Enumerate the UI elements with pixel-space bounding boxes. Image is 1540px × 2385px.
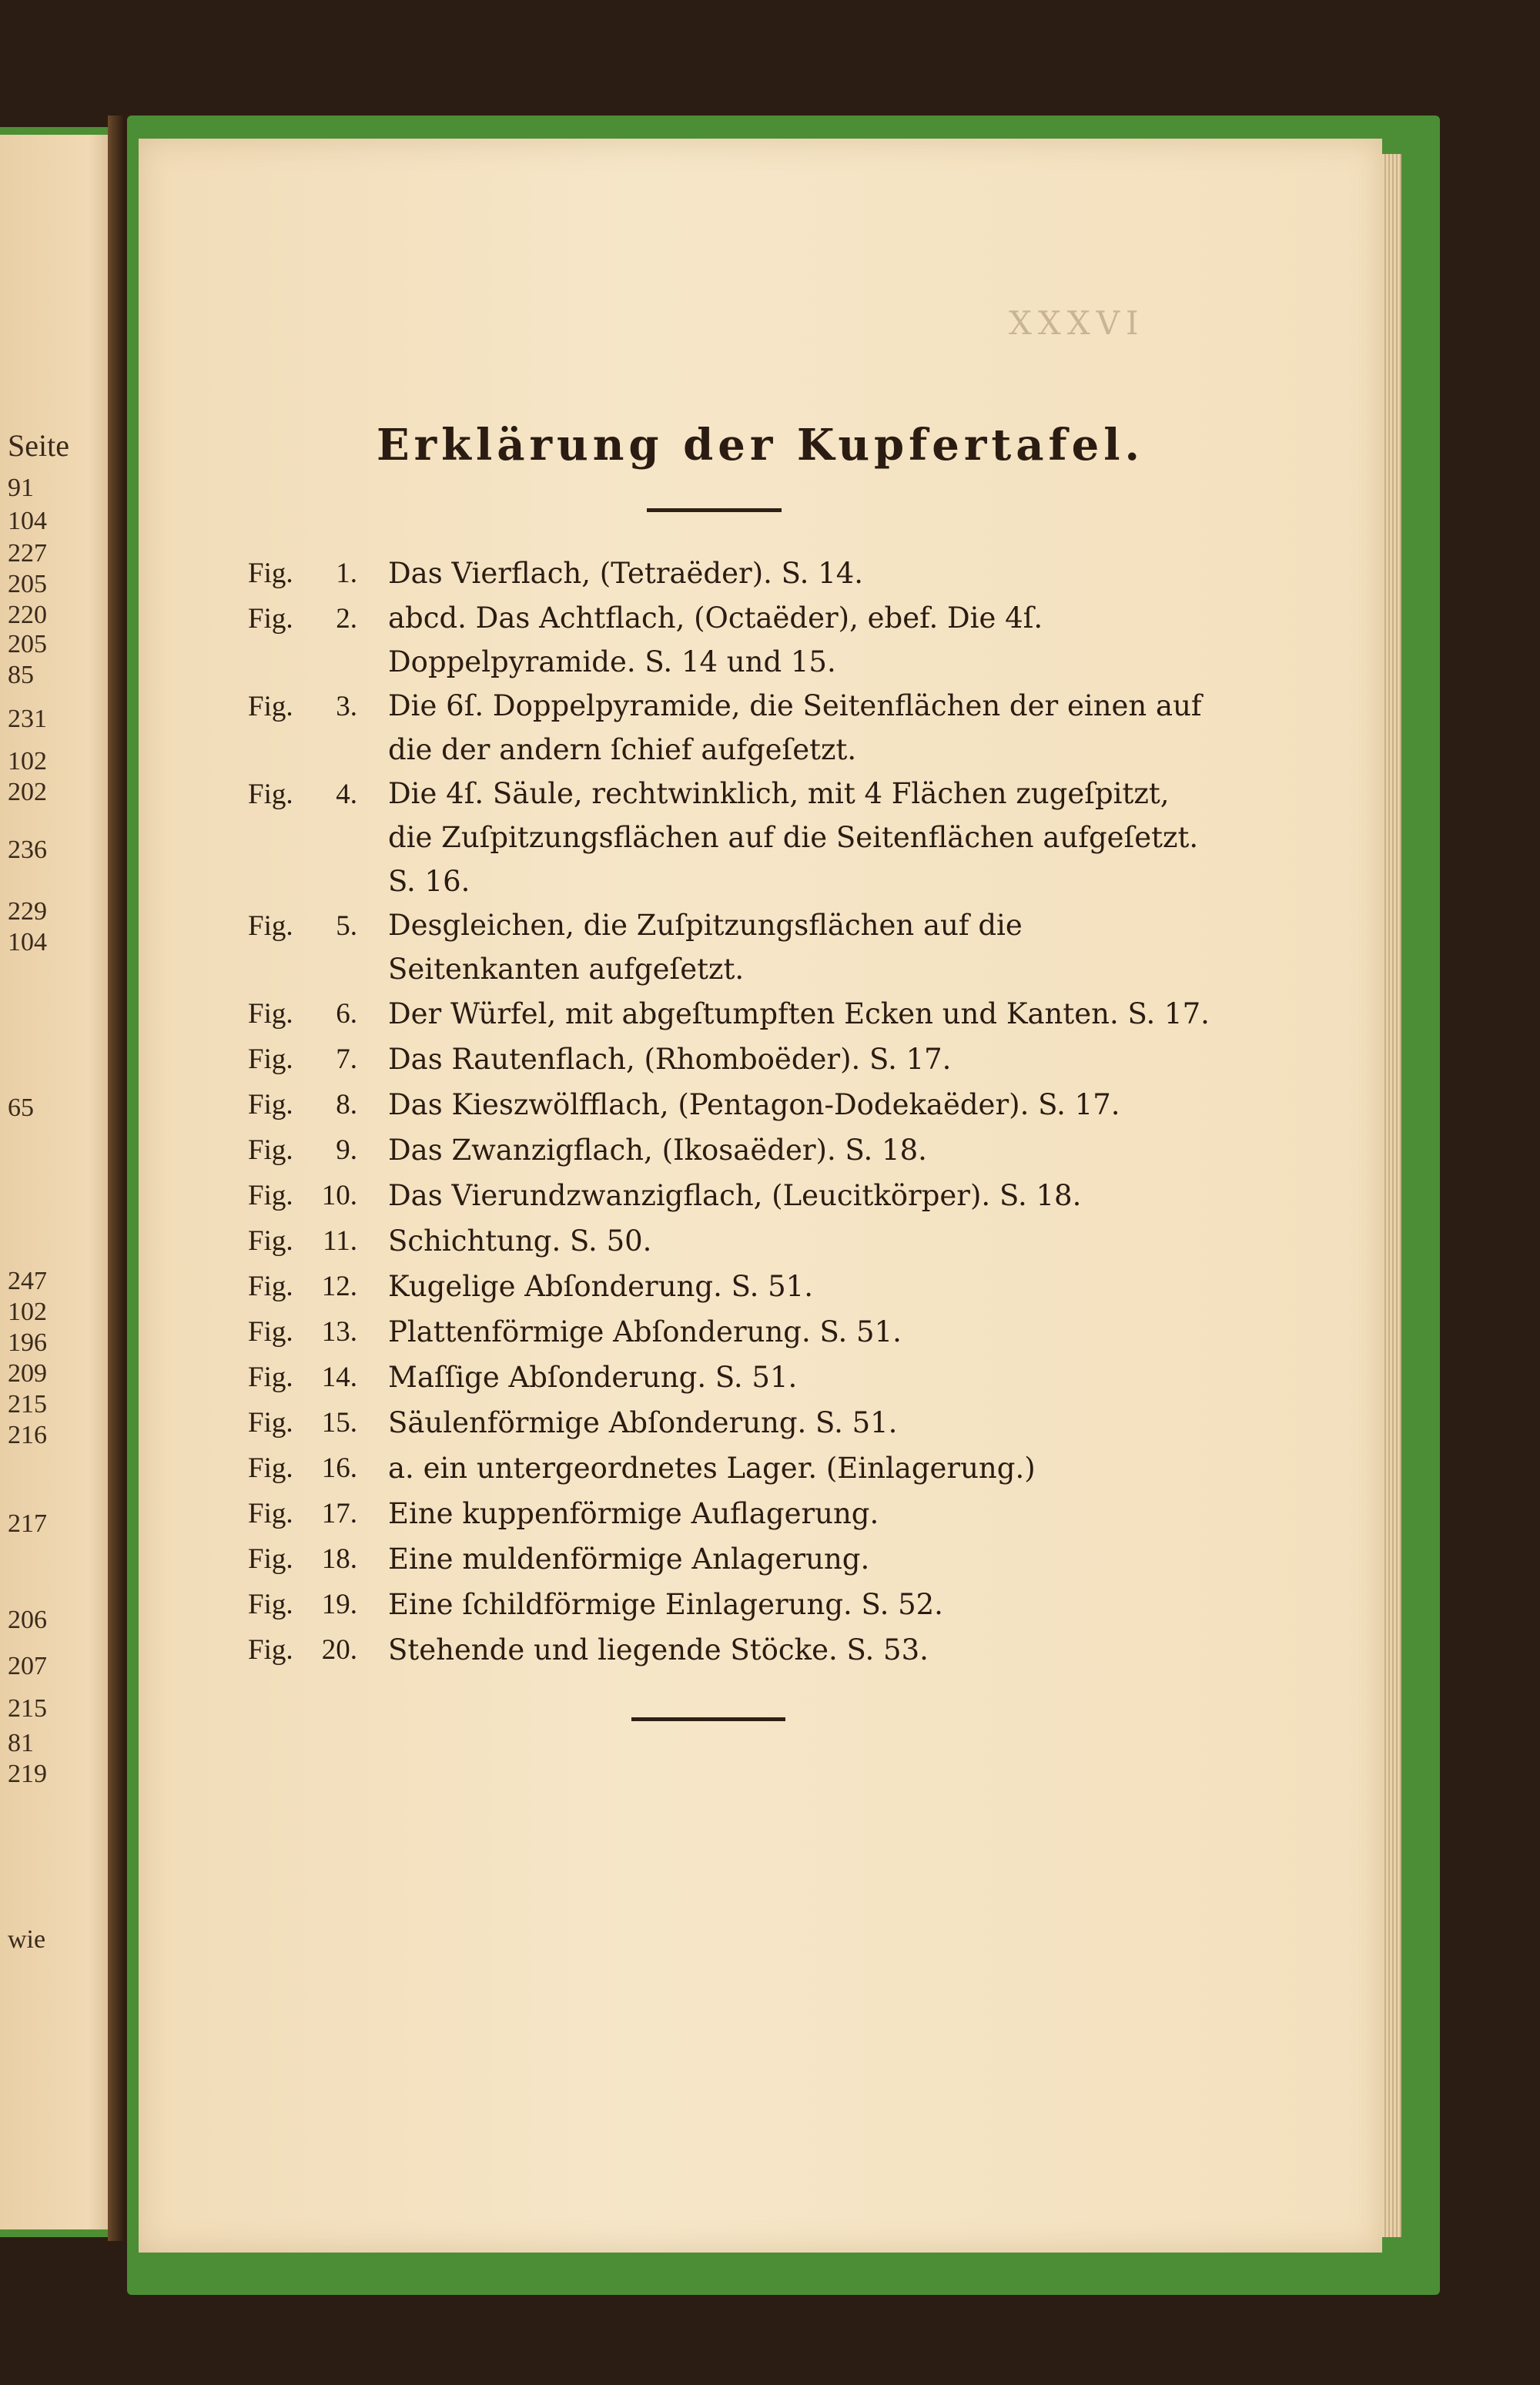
- figure-item: [248, 903, 1218, 991]
- page-ref: 205: [8, 630, 47, 658]
- fig-caption: Die 4ſ. Säule, rechtwinklich, mit 4 Flächen zugeſpitzt, die Zuſpitzungsflächen auf die Seitenflächen aufgeſetzt. S. 16.: [388, 777, 1199, 898]
- page-ref: 247: [8, 1267, 47, 1295]
- fig-label: Fig.: [248, 1271, 293, 1302]
- fig-label: Fig.: [248, 1498, 293, 1529]
- fig-label: Fig.: [248, 603, 293, 635]
- fig-caption: Das Vierflach, (Tetraëder). S. 14.: [388, 557, 864, 590]
- fig-label: Fig.: [248, 1180, 293, 1211]
- fig-caption: Kugelige Abſonderung. S. 51.: [388, 1270, 813, 1303]
- fig-caption: Maſſige Abſonderung. S. 51.: [388, 1361, 798, 1394]
- fig-number: 2.: [336, 603, 357, 635]
- fig-label: Fig.: [248, 1316, 293, 1348]
- fig-caption: Eine kuppenförmige Auflagerung.: [388, 1497, 879, 1530]
- fig-label: Fig.: [248, 1452, 293, 1484]
- fig-number: 8.: [336, 1089, 357, 1120]
- figure-list: [248, 551, 1218, 1673]
- fig-caption: Desgleichen, die Zuſpitzungsflächen auf die Seitenkanten aufgeſetzt.: [388, 909, 1023, 986]
- left-page-word: wie: [8, 1925, 46, 1954]
- fig-number: 1.: [336, 558, 357, 589]
- page-ref: 205: [8, 570, 47, 598]
- fig-caption: Das Vierundzwanzigflach, (Leucitkörper). S. 18.: [388, 1179, 1082, 1212]
- figure-item: [248, 1037, 1218, 1082]
- page-ref: 215: [8, 1694, 47, 1723]
- fig-label: Fig.: [248, 910, 293, 942]
- page-ref: 202: [8, 778, 47, 806]
- figure-item: [248, 1309, 1218, 1355]
- page-ref: 102: [8, 747, 47, 775]
- page-ref: 206: [8, 1606, 47, 1634]
- bleed-through-heading: XXXVI: [1009, 304, 1145, 342]
- fig-number: 14.: [321, 1362, 357, 1393]
- fig-caption: abcd. Das Achtflach, (Octaëder), ebef. Die 4ſ. Doppelpyramide. S. 14 und 15.: [388, 601, 1043, 678]
- figure-item: [248, 1264, 1218, 1309]
- fig-number: 5.: [336, 910, 357, 942]
- fig-caption: Der Würfel, mit abgeſtumpften Ecken und Kanten. S. 17.: [388, 997, 1210, 1030]
- fig-caption: a. ein untergeordnetes Lager. (Einlagerung.): [388, 1452, 1036, 1485]
- page-ref: 91: [8, 474, 34, 502]
- page-ref: 207: [8, 1652, 47, 1680]
- page-ref: 229: [8, 897, 47, 926]
- fig-label: Fig.: [248, 1543, 293, 1575]
- figure-item: [248, 1082, 1218, 1127]
- fig-label: Fig.: [248, 1134, 293, 1166]
- figure-item: [248, 1173, 1218, 1218]
- fig-number: 12.: [321, 1271, 357, 1302]
- fig-number: 16.: [321, 1452, 357, 1484]
- page-ref: 104: [8, 928, 47, 956]
- fig-caption: Eine muldenförmige Anlagerung.: [388, 1543, 870, 1576]
- page-ref: 227: [8, 539, 47, 568]
- fig-caption: Plattenförmige Abſonderung. S. 51.: [388, 1315, 902, 1348]
- figure-item: [248, 684, 1218, 772]
- fig-caption: Das Kieszwölfflach, (Pentagon-Dodekaëder). S. 17.: [388, 1088, 1120, 1121]
- page-ref: 217: [8, 1509, 47, 1538]
- fig-caption: Schichtung. S. 50.: [388, 1224, 652, 1258]
- page-ref: 209: [8, 1359, 47, 1388]
- page-ref: 220: [8, 601, 47, 629]
- fig-number: 17.: [321, 1498, 357, 1529]
- fig-caption: Stehende und liegende Stöcke. S. 53.: [388, 1633, 929, 1666]
- fig-number: 7.: [336, 1043, 357, 1075]
- page-ref: 104: [8, 507, 47, 535]
- fig-caption: Das Zwanzigflach, (Ikosaëder). S. 18.: [388, 1134, 927, 1167]
- page-ref: 81: [8, 1729, 34, 1757]
- fig-label: Fig.: [248, 558, 293, 589]
- fig-number: 4.: [336, 779, 357, 810]
- fig-label: Fig.: [248, 691, 293, 722]
- page-edges: [1382, 154, 1401, 2237]
- figure-item: [248, 991, 1218, 1037]
- fig-number: 11.: [323, 1225, 357, 1257]
- page-ref: 219: [8, 1760, 47, 1788]
- fig-label: Fig.: [248, 779, 293, 810]
- fig-label: Fig.: [248, 1362, 293, 1393]
- bottom-rule: [631, 1717, 785, 1721]
- fig-label: Fig.: [248, 1089, 293, 1120]
- fig-number: 20.: [321, 1634, 357, 1666]
- fig-number: 13.: [321, 1316, 357, 1348]
- page-ref: 236: [8, 836, 47, 864]
- fig-label: Fig.: [248, 1225, 293, 1257]
- fig-caption: Das Rautenflach, (Rhomboëder). S. 17.: [388, 1043, 952, 1076]
- figure-item: [248, 551, 1218, 596]
- figure-item: [248, 1491, 1218, 1536]
- fig-label: Fig.: [248, 998, 293, 1030]
- page-ref: 215: [8, 1390, 47, 1419]
- page-title: Erklärung der Kupfertafel.: [376, 420, 1145, 471]
- fig-caption: Die 6ſ. Doppelpyramide, die Seitenflächen der einen auf die der andern ſchief aufgeſetzt.: [388, 689, 1202, 766]
- page-ref: 85: [8, 661, 34, 689]
- figure-item: [248, 1127, 1218, 1173]
- figure-item: [248, 1400, 1218, 1445]
- fig-number: 3.: [336, 691, 357, 722]
- fig-number: 10.: [321, 1180, 357, 1211]
- fig-label: Fig.: [248, 1634, 293, 1666]
- page-ref: 231: [8, 705, 47, 733]
- fig-label: Fig.: [248, 1407, 293, 1439]
- fig-label: Fig.: [248, 1589, 293, 1620]
- figure-item: [248, 1582, 1218, 1627]
- fig-caption: Säulenförmige Abſonderung. S. 51.: [388, 1406, 898, 1439]
- page-ref: 65: [8, 1094, 34, 1122]
- figure-item: [248, 1445, 1218, 1491]
- fig-number: 9.: [336, 1134, 357, 1166]
- figure-item: [248, 1355, 1218, 1400]
- figure-item: [248, 596, 1218, 684]
- figure-item: [248, 1627, 1218, 1673]
- title-rule: [647, 508, 782, 512]
- page-ref: 102: [8, 1298, 47, 1326]
- fig-number: 15.: [321, 1407, 357, 1439]
- fig-number: 18.: [321, 1543, 357, 1575]
- page-ref: 196: [8, 1328, 47, 1357]
- left-page-header: Seite: [8, 428, 69, 463]
- fig-number: 6.: [336, 998, 357, 1030]
- fig-caption: Eine ſchildförmige Einlagerung. S. 52.: [388, 1588, 943, 1621]
- figure-item: [248, 772, 1218, 903]
- page-ref: 216: [8, 1421, 47, 1449]
- figure-item: [248, 1218, 1218, 1264]
- figure-item: [248, 1536, 1218, 1582]
- fig-number: 19.: [321, 1589, 357, 1620]
- fig-label: Fig.: [248, 1043, 293, 1075]
